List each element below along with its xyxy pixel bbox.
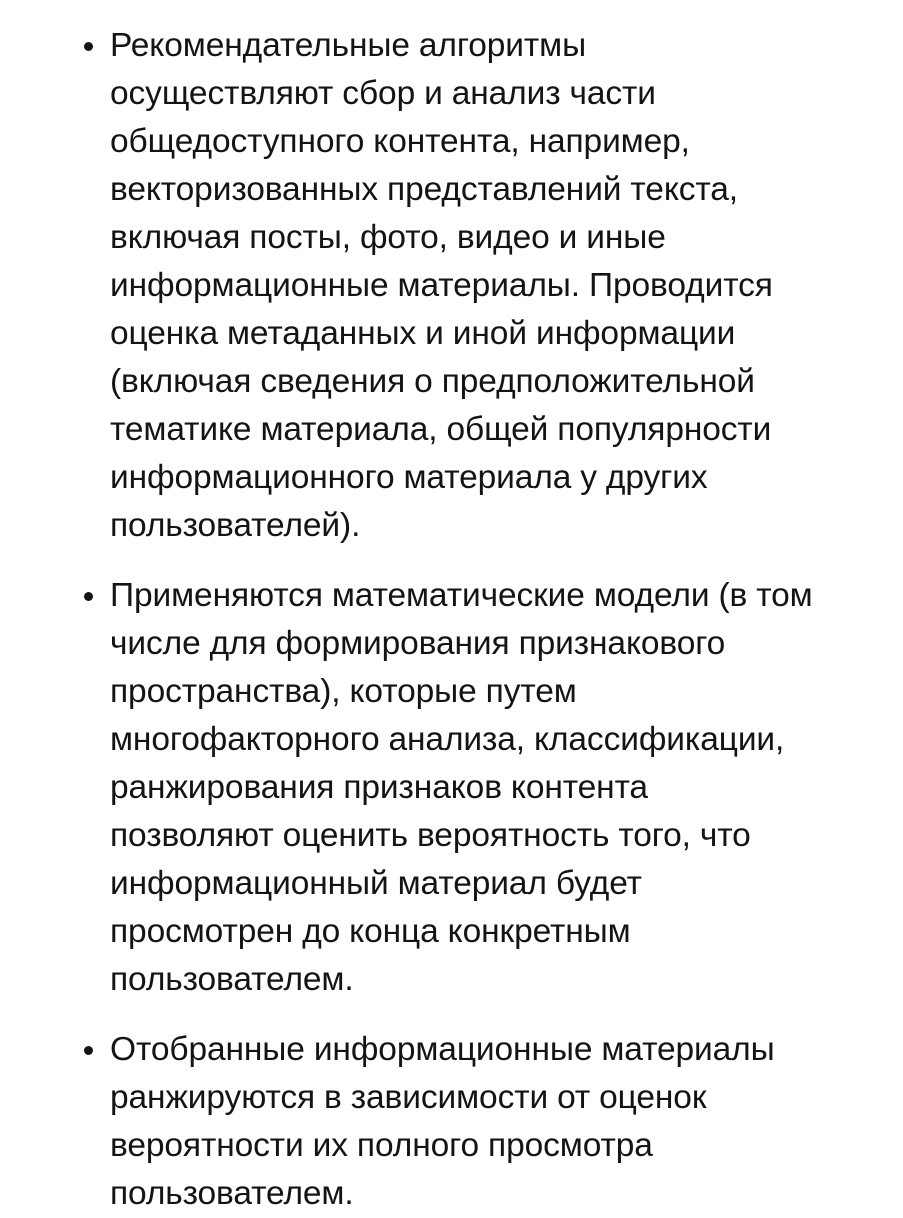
bullet-dot-icon <box>82 1026 102 1074</box>
list-item <box>70 22 815 550</box>
bullet-paragraph-text: Применяются математические модели (в том числе для формирования признакового пространства), которые путем многофакторного анализа, классификации, ранжирования признаков контента позволяют оценить вероятность того, что информационный материал будет просмотрен до конца конкретным пользователем. <box>110 577 813 998</box>
list-item <box>70 1026 815 1218</box>
bullet-dot-icon <box>82 22 102 70</box>
bullet-paragraph-text: Рекомендательные алгоритмы осуществляют сбор и анализ части общедоступного контента, например, векторизованных представлений текста, включая посты, фото, видео и иные информационные материалы. Проводится оценка метаданных и иной информации (включая сведения о предположительной тематике материала, общей популярности информационного материала у других пользователей). <box>110 27 773 544</box>
bullet-list <box>70 22 815 1218</box>
list-item <box>70 572 815 1004</box>
bullet-dot-icon <box>82 572 102 620</box>
bullet-paragraph-text: Отобранные информационные материалы ранжируются в зависимости от оценок вероятности их полного просмотра пользователем. <box>110 1031 775 1212</box>
